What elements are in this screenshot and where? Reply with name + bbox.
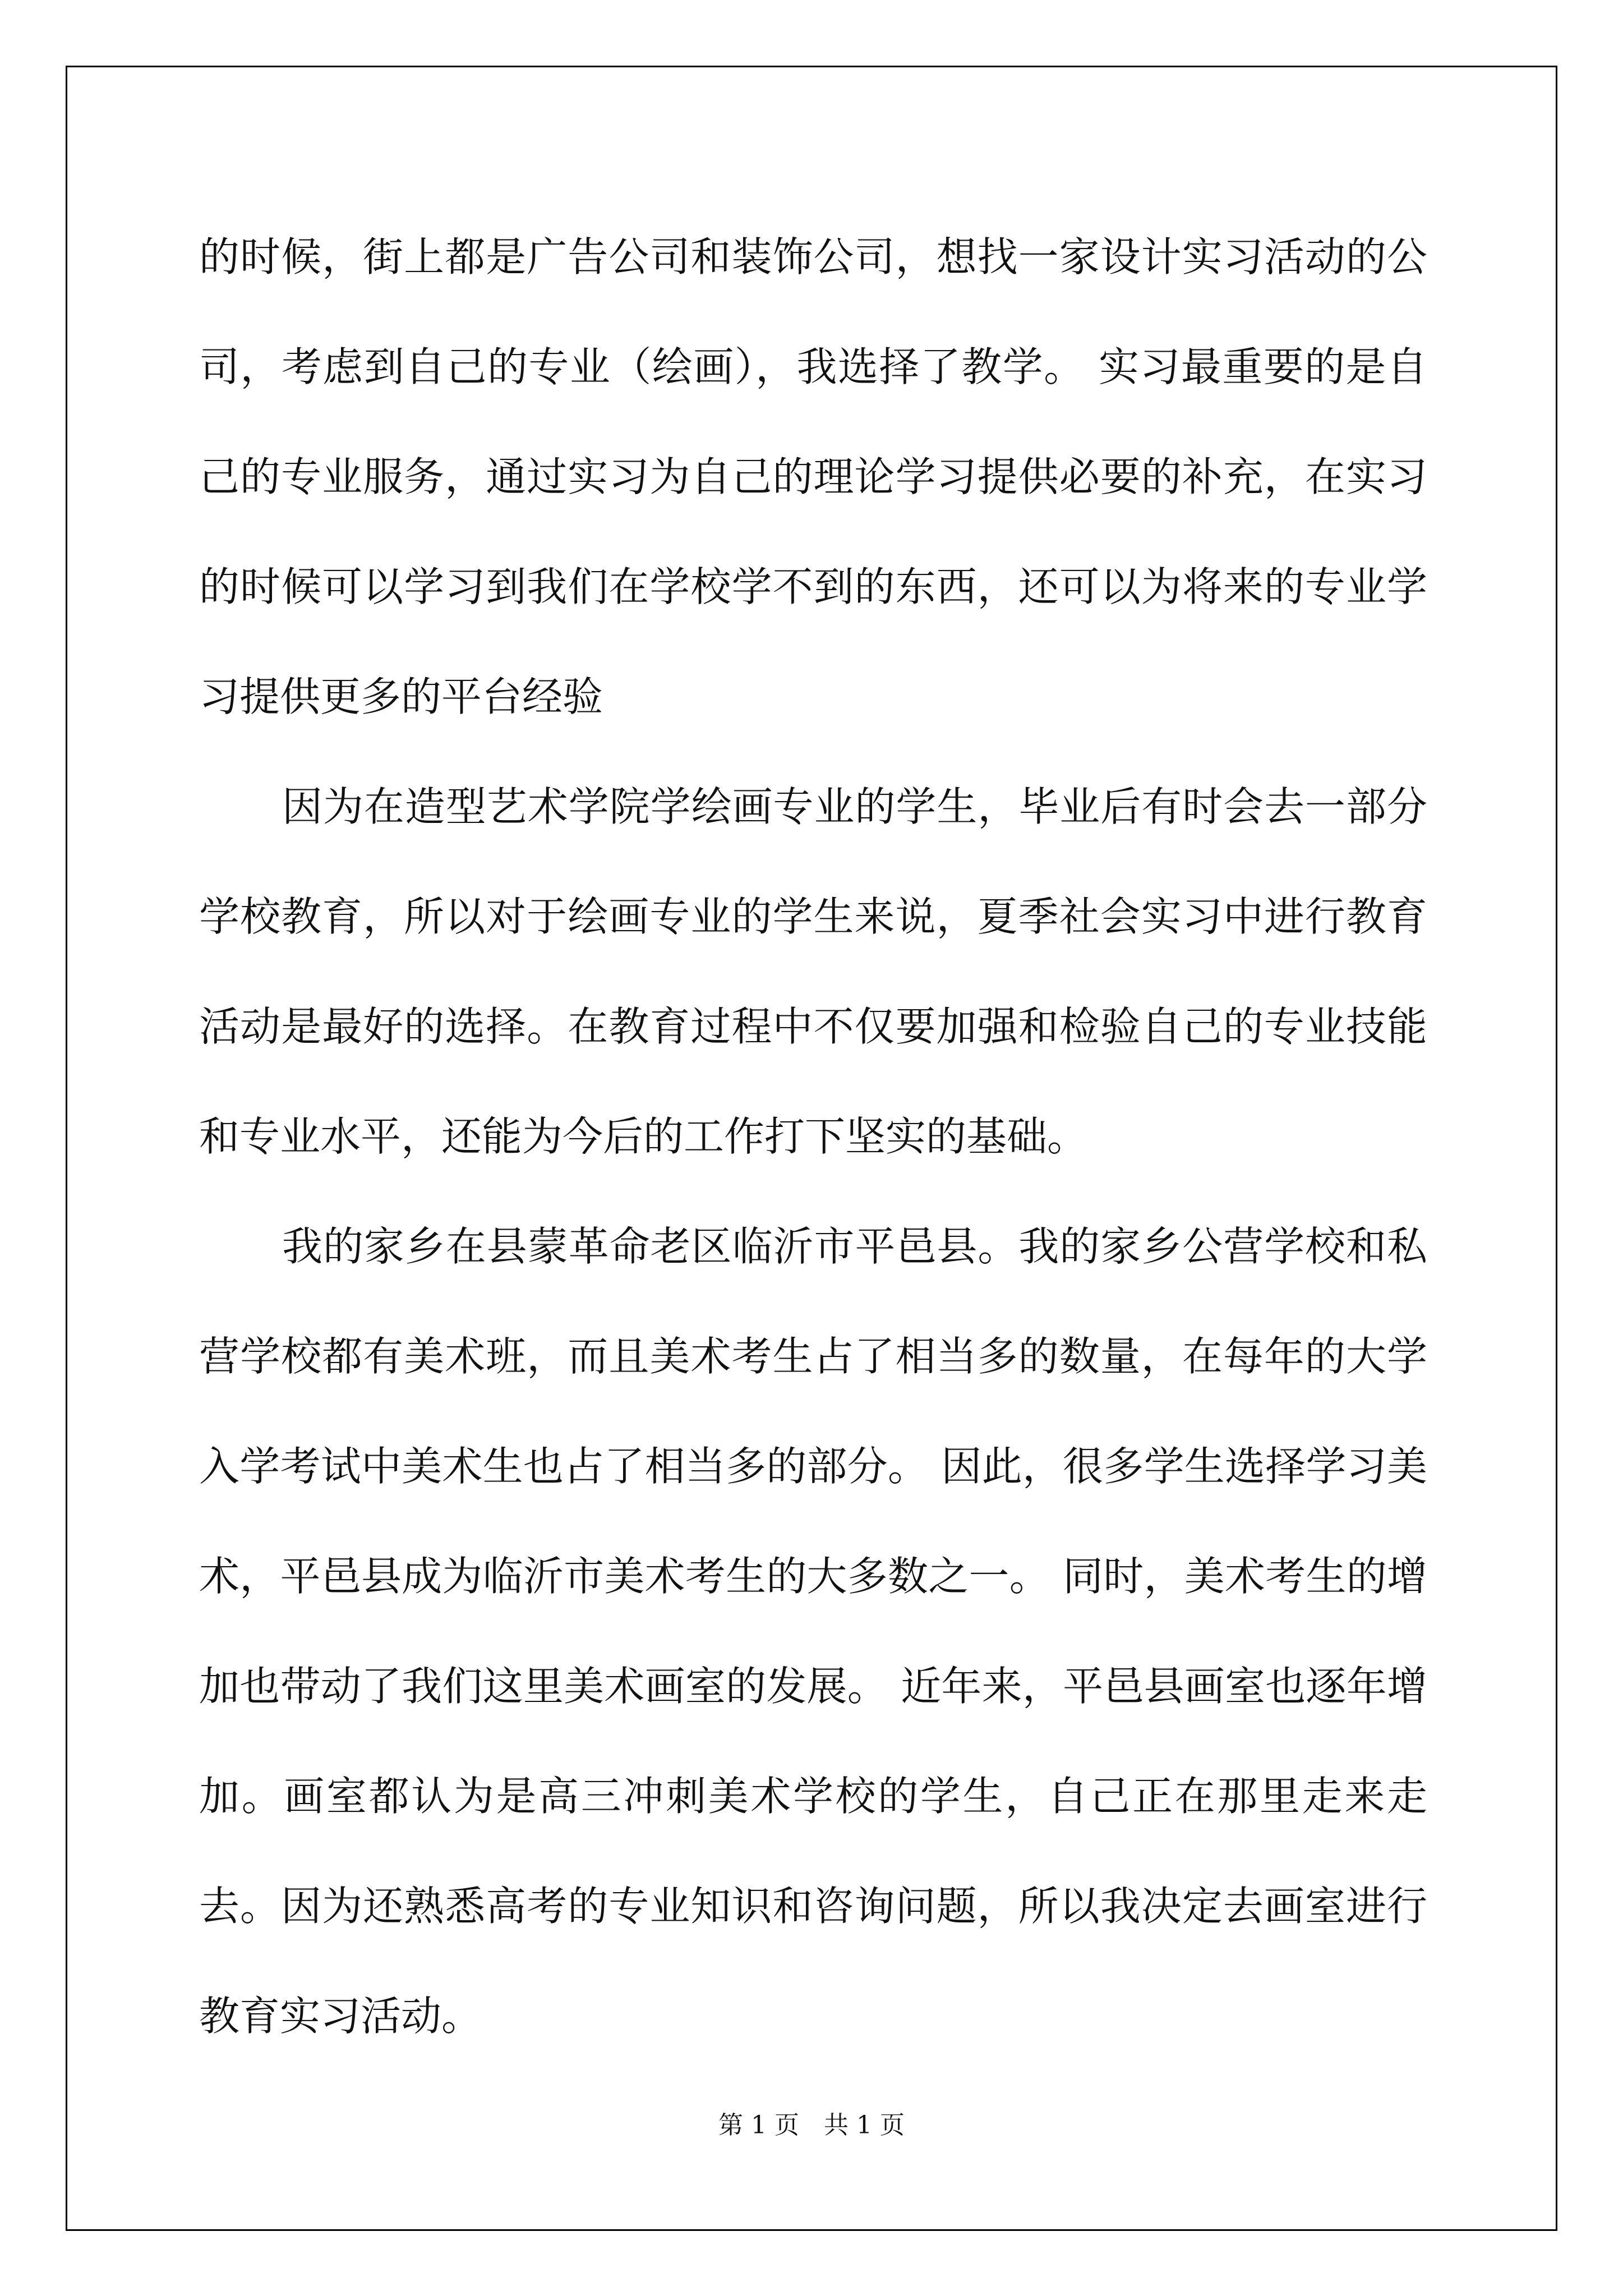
page-footer: 第 1 页 共 1 页 [718,2111,905,2139]
paragraph-2: 因为在造型艺术学院学绘画专业的学生，毕业后有时会去一部分学校教育，所以对于绘画专业的学生来说，夏季社会实习中进行教育活动是最好的选择。在教育过程中不仅要加强和检验自己的专业技能和专业水平，还能为今后的工作打下坚实的基础。 [199,783,1427,1160]
paragraph-1: 的时候，街上都是广告公司和装饰公司，想找一家设计实习活动的公司，考虑到自己的专业（绘画），我选择了教学。 实习最重要的是自己的专业服务，通过实习为自己的理论学习提供必要的补充，在实习的时候可以学习到我们在学校学不到的东西，还可以为将来的专业学习提供更多的平台经验 [199,233,1427,720]
paragraph-3: 我的家乡在县蒙革命老区临沂市平邑县。我的家乡公营学校和私营学校都有美术班，而且美术考生占了相当多的数量，在每年的大学入学考试中美术生也占了相当多的部分。 因此，很多学生选择学习美术，平邑县成为临沂市美术考生的大多数之一。 同时，美术考生的增加也带动了我们这里美术画室的发展。 近年来，平邑县画室也逐年增加。画室都认为是高三冲刺美术学校的学生，自己正在那里走来走去。因为还熟悉高考的专业知识和咨询问题，所以我决定去画室进行教育实习活动。 [199,1223,1427,2040]
document-body [199,202,1427,2071]
